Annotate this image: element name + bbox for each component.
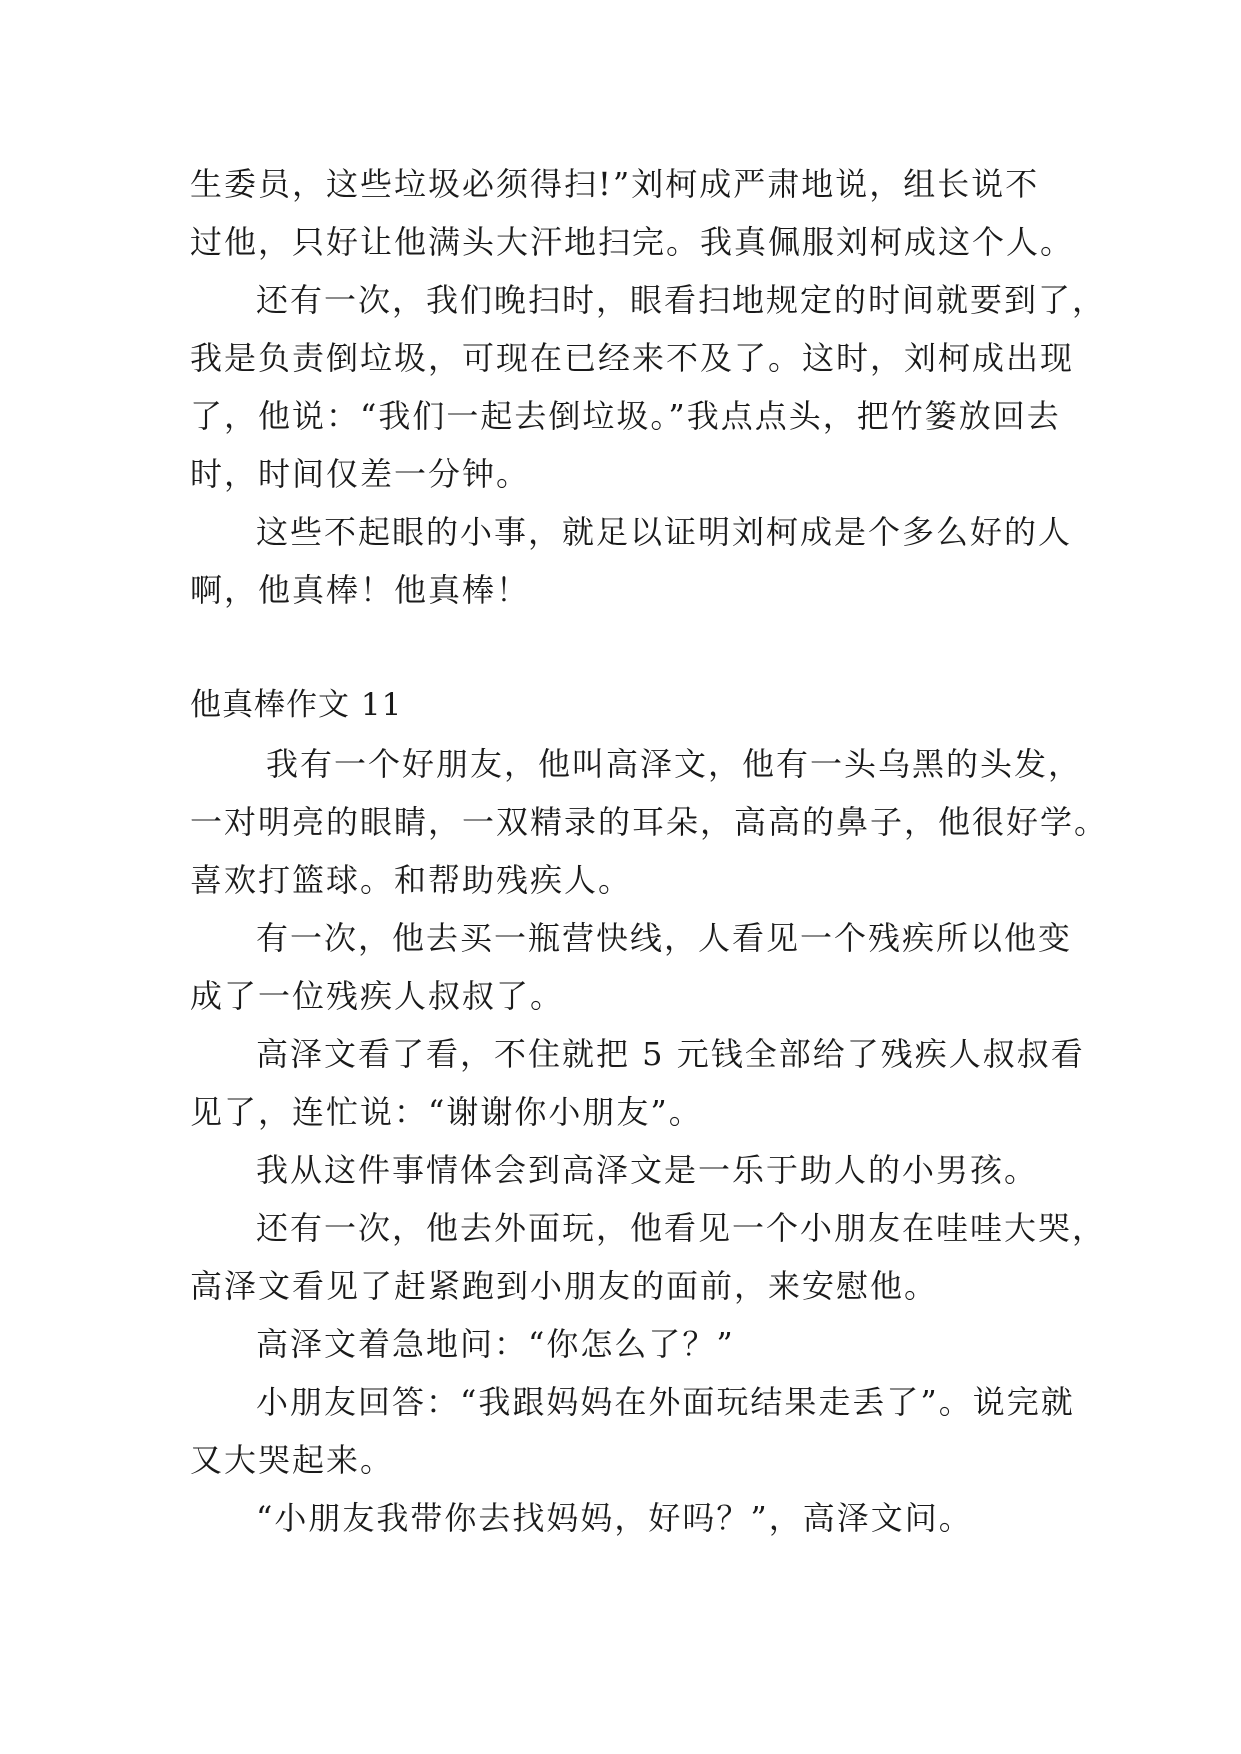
paragraph-start: 还有一次，我们晚扫时，眼看扫地规定的时间就要到了，: [256, 281, 1107, 319]
text-line: 一对明亮的眼睛，一双精录的耳朵，高高的鼻子，他很好学。: [190, 803, 1109, 841]
paragraph-start: 这些不起眼的小事，就足以证明刘柯成是个多么好的人: [256, 513, 1073, 551]
paragraph-start: 高泽文看了看，不住就把 5 元钱全部给了残疾人叔叔看: [256, 1035, 1085, 1073]
text-line: 成了一位残疾人叔叔了。: [190, 977, 565, 1015]
text-line: 喜欢打篮球。和帮助残疾人。: [190, 861, 633, 899]
text-line: 啊，他真棒！他真棒！: [190, 571, 531, 609]
text-line: 见了，连忙说：“谢谢你小朋友”。: [190, 1093, 703, 1131]
text-line: 生委员，这些垃圾必须得扫!”刘柯成严肃地说，组长说不: [190, 165, 1040, 203]
paragraph-start: “小朋友我带你去找妈妈，好吗？”，高泽文问。: [256, 1499, 973, 1537]
paragraph-start: 高泽文着急地问：“你怎么了？”: [256, 1325, 735, 1363]
text-line: 又大哭起来。: [190, 1441, 395, 1479]
text-line: 我是负责倒垃圾，可现在已经来不及了。这时，刘柯成出现: [190, 339, 1075, 377]
paragraph-start: 有一次，他去买一瓶营快线，人看见一个残疾所以他变: [256, 919, 1073, 957]
text-line: 时，时间仅差一分钟。: [190, 455, 531, 493]
paragraph-start: 我有一个好朋友，他叫高泽文，他有一头乌黑的头发，: [266, 745, 1083, 783]
section-heading: 他真棒作文 11: [190, 687, 403, 723]
paragraph-start: 还有一次，他去外面玩，他看见一个小朋友在哇哇大哭，: [256, 1209, 1107, 1247]
text-line: 高泽文看见了赶紧跑到小朋友的面前，来安慰他。: [190, 1267, 939, 1305]
text-line: 过他，只好让他满头大汗地扫完。我真佩服刘柯成这个人。: [190, 223, 1075, 261]
paragraph-start: 小朋友回答：“我跟妈妈在外面玩结果走丢了”。说完就: [256, 1383, 1075, 1421]
paragraph-start: 我从这件事情体会到高泽文是一乐于助人的小男孩。: [256, 1151, 1039, 1189]
text-line: 了，他说：“我们一起去倒垃圾。”我点点头，把竹篓放回去: [190, 397, 1061, 435]
